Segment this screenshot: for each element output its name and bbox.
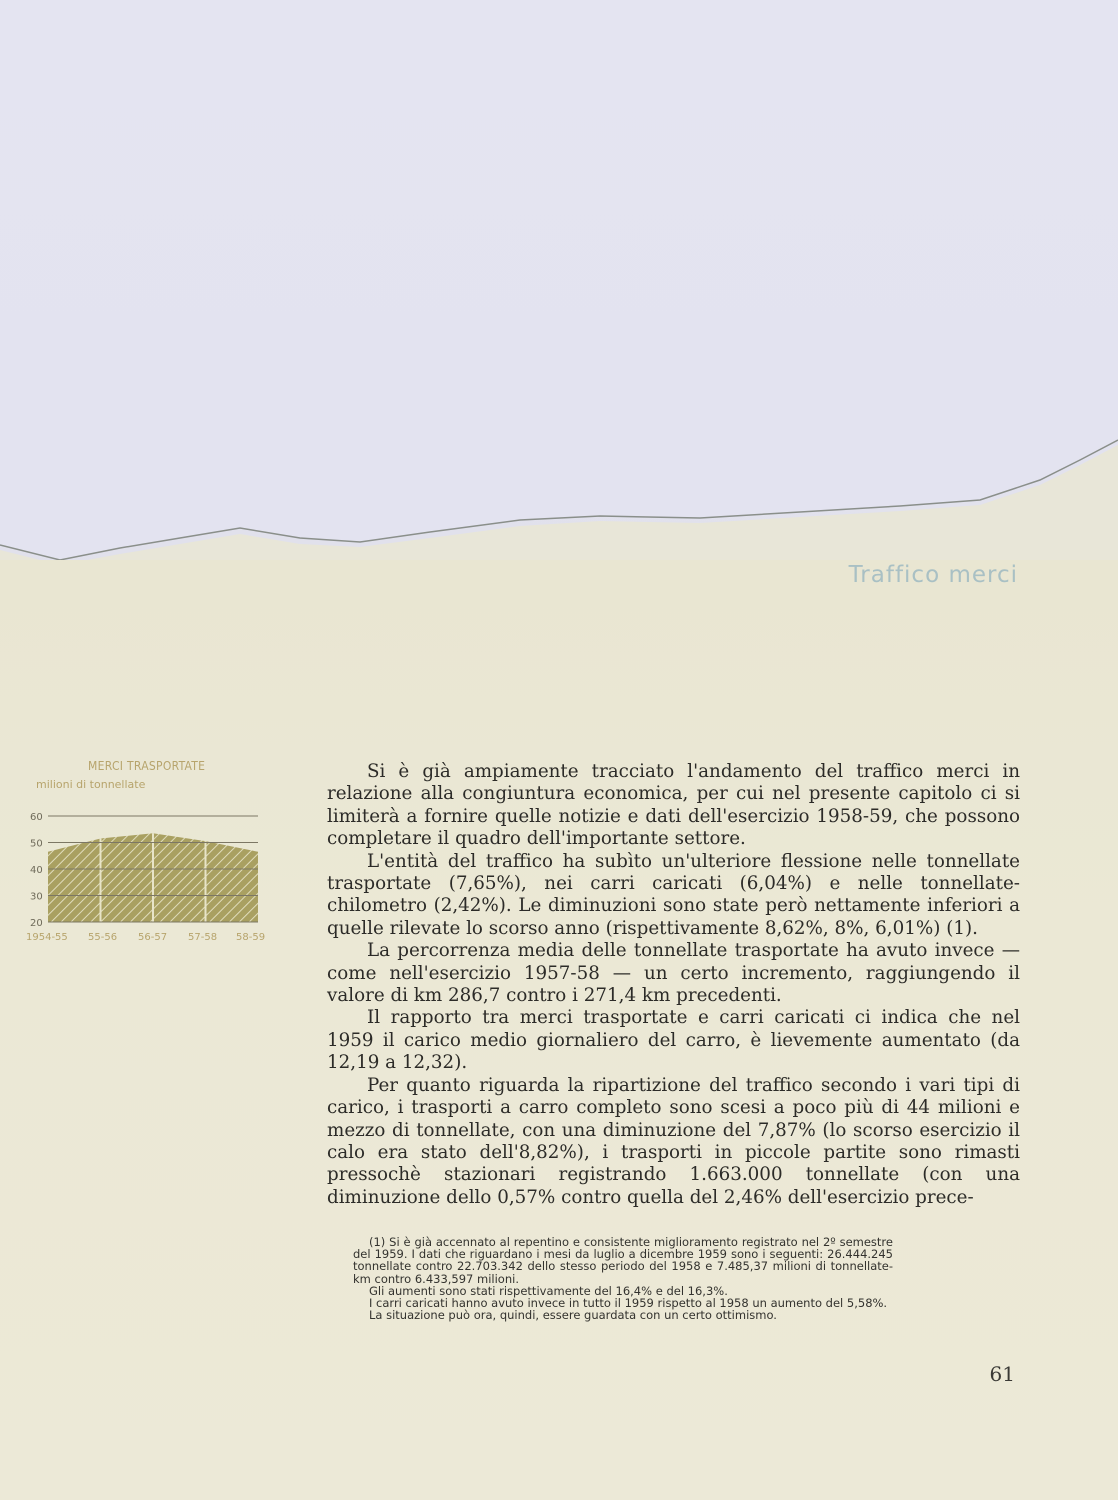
section-title: Traffico merci <box>848 562 1018 588</box>
x-tick-label: 58-59 <box>236 932 266 943</box>
footnote <box>353 1236 893 1321</box>
article-body <box>327 761 1020 1209</box>
y-tick-label: 40 <box>30 865 43 876</box>
paragraph: Si è già ampiamente tracciato l'andamento del traffico merci in relazione alla congiuntura economica, per cui nel presente capitolo ci si limiterà a fornire quelle notizie e dati dell'esercizio 1958-59, che possono completare il quadro dell'importante settore. <box>327 761 1020 850</box>
x-tick-label: 57-58 <box>188 932 218 943</box>
area-chart <box>26 798 296 948</box>
x-tick-label: 1954-55 <box>26 932 68 943</box>
y-tick-label: 50 <box>30 838 43 850</box>
y-tick-label: 30 <box>30 891 43 903</box>
chart-unit-label: milioni di tonnellate <box>36 778 146 791</box>
page-number: 61 <box>989 1362 1015 1386</box>
footnote-line: (1) Si è già accennato al repentino e consistente miglioramento registrato nel 2º semestre del 1959. I dati che riguardano i mesi da luglio a dicembre 1959 sono i seguenti: 26.444.245 tonnellate contro 22.703.342 dello stesso periodo del 1958 e 7.485,37 milioni di tonnellate-km contro 6.433,597 milioni. <box>353 1235 893 1286</box>
paragraph: Per quanto riguarda la ripartizione del traffico secondo i vari tipi di carico, i trasporti a carro completo sono scesi a poco più di 44 milioni e mezzo di tonnellate, con una diminuzione del 7,87% (lo scorso esercizio il calo era stato dell'8,82%), i trasporti in piccole partite sono rimasti pressochè stazionari registrando 1.663.000 tonnellate (con una diminuzione dello 0,57% contro quella del 2,46% dell'esercizio prece- <box>327 1074 1020 1208</box>
footnote-line: Gli aumenti sono stati rispettivamente del 16,4% e del 16,3%. <box>369 1283 728 1298</box>
footnote-line: La situazione può ora, quindi, essere guardata con un certo ottimismo. <box>369 1308 777 1323</box>
x-tick-label: 56-57 <box>138 932 168 943</box>
y-tick-label: 60 <box>30 812 43 823</box>
chart-title: MERCI TRASPORTATE <box>88 759 206 773</box>
y-tick-label: 20 <box>30 918 43 929</box>
paragraph: Il rapporto tra merci trasportate e carri caricati ci indica che nel 1959 il carico medio giornaliero del carro, è lievemente aumentato (da 12,19 a 12,32). <box>327 1007 1020 1074</box>
paragraph: La percorrenza media delle tonnellate trasportate ha avuto invece — come nell'esercizio 1957-58 — un certo incremento, raggiungendo il valore di km 286,7 contro i 271,4 km precedenti. <box>327 940 1020 1007</box>
x-tick-label: 55-56 <box>88 932 118 943</box>
paragraph: L'entità del traffico ha subìto un'ulteriore flessione nelle tonnellate trasportate (7,65%), nei carri caricati (6,04%) e nelle tonnellate-chilometro (2,42%). Le diminuzioni sono state però nettamente inferiori a quelle rilevate lo scorso anno (rispettivamente 8,62%, 8%, 6,01%) (1). <box>327 850 1020 939</box>
footnote-line: I carri caricati hanno avuto invece in tutto il 1959 rispetto al 1958 un aumento del 5,58%. <box>369 1296 888 1311</box>
